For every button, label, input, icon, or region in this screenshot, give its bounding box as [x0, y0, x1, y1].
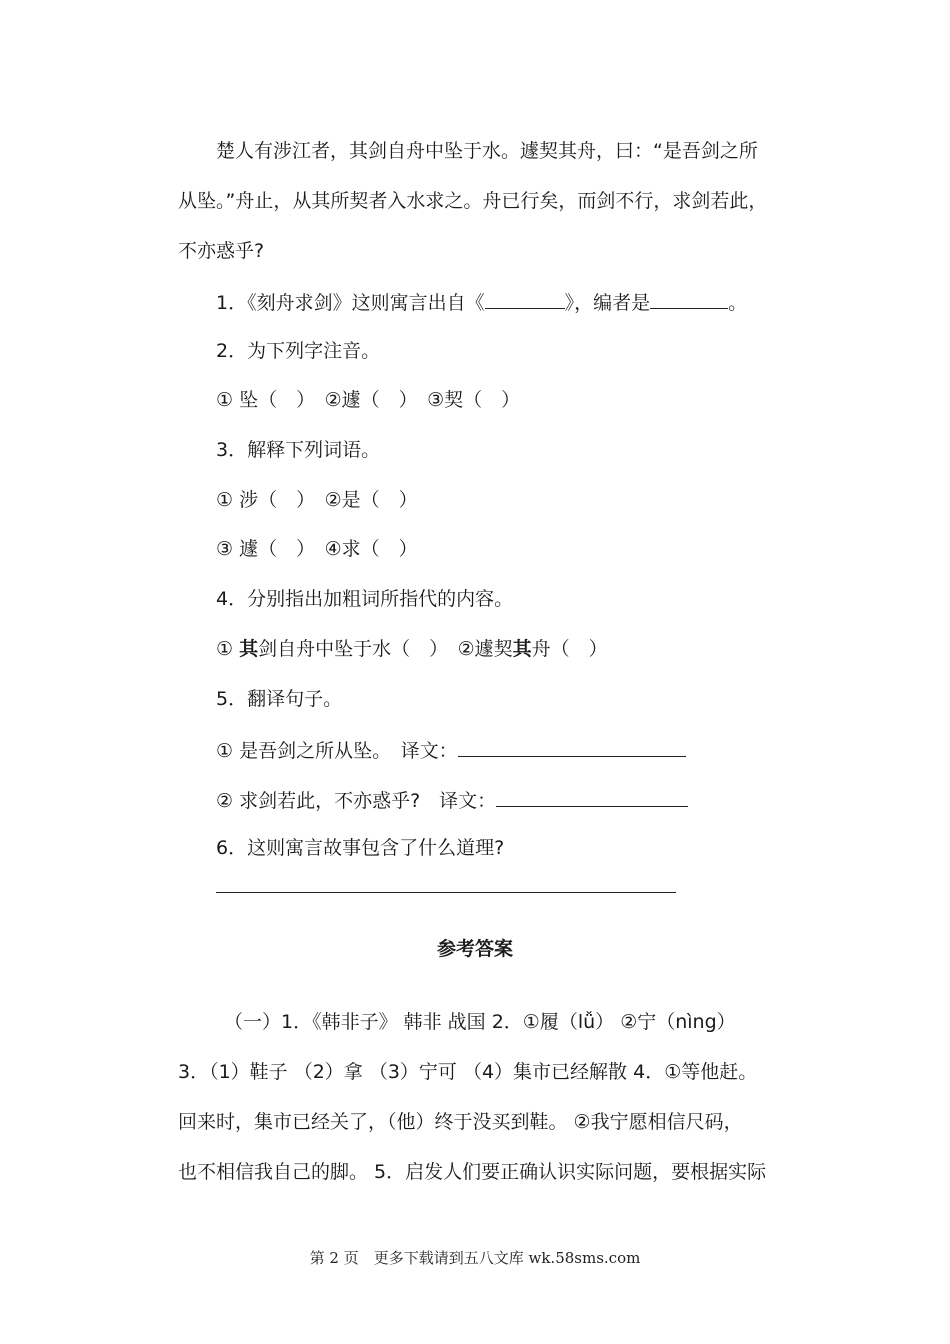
question-3-row-1: ① 涉（ ） ②是（ ）: [216, 489, 418, 511]
question-2-items: ① 坠（ ） ②遽（ ） ③契（ ）: [216, 389, 521, 411]
answer-line-2: 3．（1）鞋子 （2）拿 （3）宁可 （4）集市已经解散 4．①等他赶。: [178, 1061, 758, 1083]
question-4-items: ① 其剑自舟中坠于水（ ） ②遽契其舟（ ）: [216, 638, 608, 660]
answer-blank: [458, 736, 686, 757]
question-4: 4．分别指出加粗词所指代的内容。: [216, 588, 514, 610]
answer-line-4: 也不相信我自己的脚。 5．启发人们要正确认识实际问题，要根据实际: [178, 1161, 767, 1183]
question-5-item-2: ② 求剑若此，不亦惑乎? 译文：: [216, 786, 688, 814]
question-1: 1．《刻舟求剑》这则寓言出自《 》，编者是 。: [216, 288, 747, 316]
question-6: 6．这则寓言故事包含了什么道理?: [216, 837, 505, 859]
answer-blank: [485, 288, 565, 309]
question-5-item-1: ① 是吾剑之所从坠。 译文：: [216, 736, 686, 764]
bold-word: 其: [239, 638, 259, 660]
passage-line-2: 从坠。”舟止，从其所契者入水求之。舟已行矣，而剑不行，求剑若此，: [178, 190, 768, 212]
page-footer: 第 2 页 更多下载请到五八文库 wk.58sms.com: [309, 1249, 641, 1267]
passage-line-3: 不亦惑乎?: [178, 240, 265, 262]
answers-heading: 参考答案: [436, 938, 513, 960]
question-2: 2．为下列字注音。: [216, 340, 381, 362]
answer-line-1: （一）1．《韩非子》 韩非 战国 2．①履（lǚ） ②宁（nìng）: [224, 1011, 736, 1033]
question-3: 3．解释下列词语。: [216, 439, 381, 461]
answer-blank-long: [216, 892, 676, 893]
question-5: 5．翻译句子。: [216, 688, 343, 710]
bold-word: 其: [512, 638, 532, 660]
answer-blank: [496, 786, 688, 807]
question-3-row-2: ③ 遽（ ） ④求（ ）: [216, 538, 418, 560]
answer-blank: [650, 288, 728, 309]
answer-line-3: 回来时，集市已经关了，（他）终于没买到鞋。 ②我宁愿相信尺码，: [178, 1111, 743, 1133]
passage-line-1: 楚人有涉江者，其剑自舟中坠于水。遽契其舟，曰：“是吾剑之所: [216, 140, 758, 162]
